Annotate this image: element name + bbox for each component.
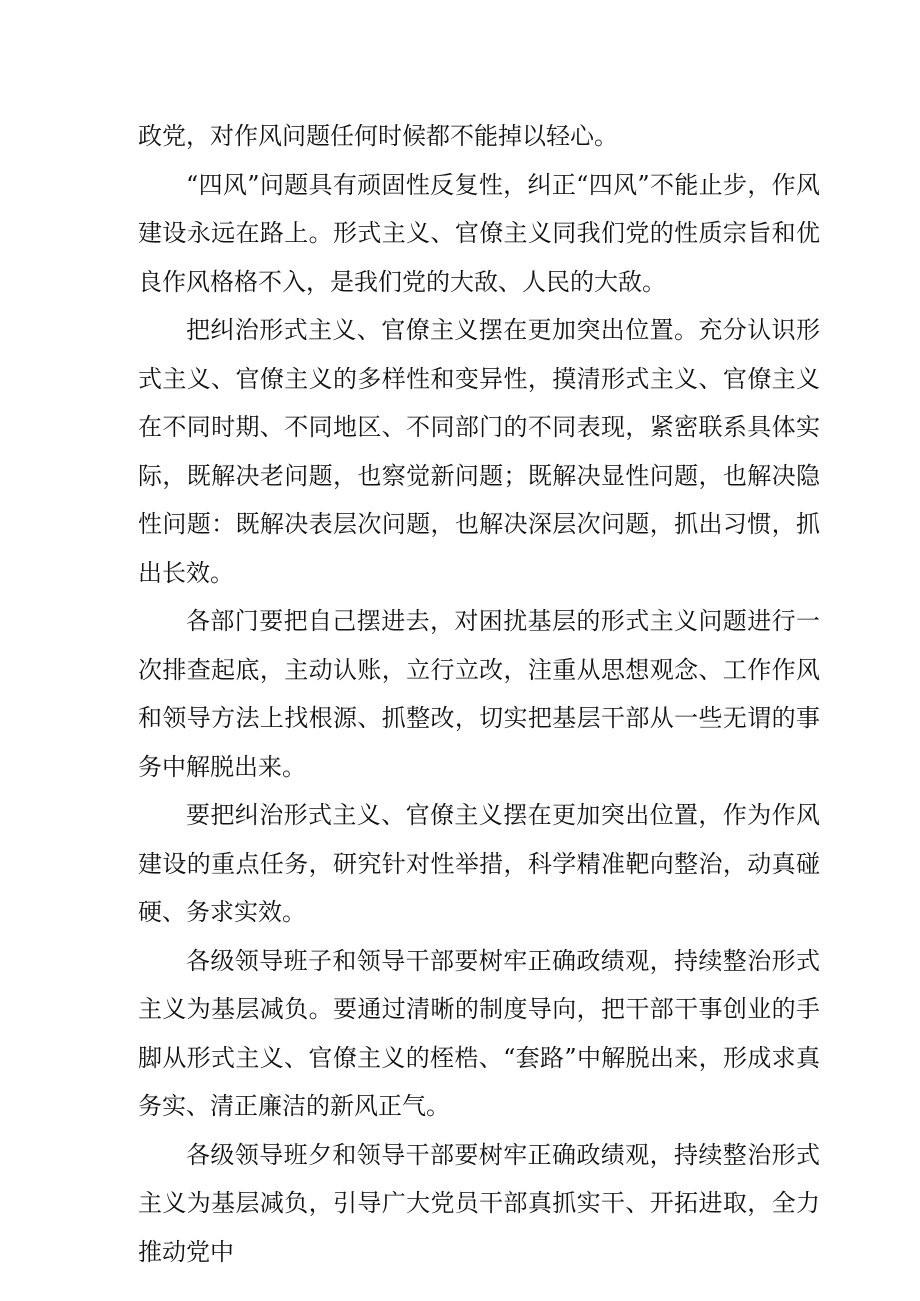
paragraph-key-task: 要把纠治形式主义、官僚主义摆在更加突出位置，作为作风建设的重点任务，研究针对性举措，科学精准靶向整治，动真碰硬、务求实效。 (138, 801, 820, 926)
paragraph-prominent-position: 把纠治形式主义、官僚主义摆在更加突出位置。充分认识形式主义、官僚主义的多样性和变异性，摸清形式主义、官僚主义在不同时期、不同地区、不同部门的不同表现，紧密联系具体实际，既解决老问题，也察觉新问题；既解决显性问题，也解决隐性问题：既解决表层次问题，也解决深层次问题，抓出习惯，抓出长效。 (138, 316, 820, 587)
paragraph-leadership-teams: 各级领导班子和领导干部要树牢正确政绩观，持续整治形式主义为基层减负。要通过清晰的制度导向，把干部干事创业的手脚从形式主义、官僚主义的桎梏、“套路”中解脱出来，形成求真务实、清正廉洁的新风正气。 (138, 946, 820, 1120)
paragraph-departments: 各部门要把自己摆进去，对困扰基层的形式主义问题进行一次排查起底，主动认账，立行立改，注重从思想观念、工作作风和领导方法上找根源、抓整改，切实把基层干部从一些无谓的事务中解脱出来。 (138, 607, 820, 781)
paragraph-four-winds: “四风”问题具有顽固性反复性，纠正“四风”不能止步，作风建设永远在路上。形式主义、官僚主义同我们党的性质宗旨和优良作风格格不入，是我们党的大敌、人民的大敌。 (138, 170, 820, 296)
paragraph-continuation: 政党，对作风问题任何时候都不能掉以轻心。 (138, 122, 618, 150)
paragraph-leadership-teams-2: 各级领导班夕和领导干部要树牢正确政绩观，持续整治形式主义为基层减负，引导广大党员干部真抓实干、开拓进取，全力推动党中 (138, 1140, 820, 1266)
